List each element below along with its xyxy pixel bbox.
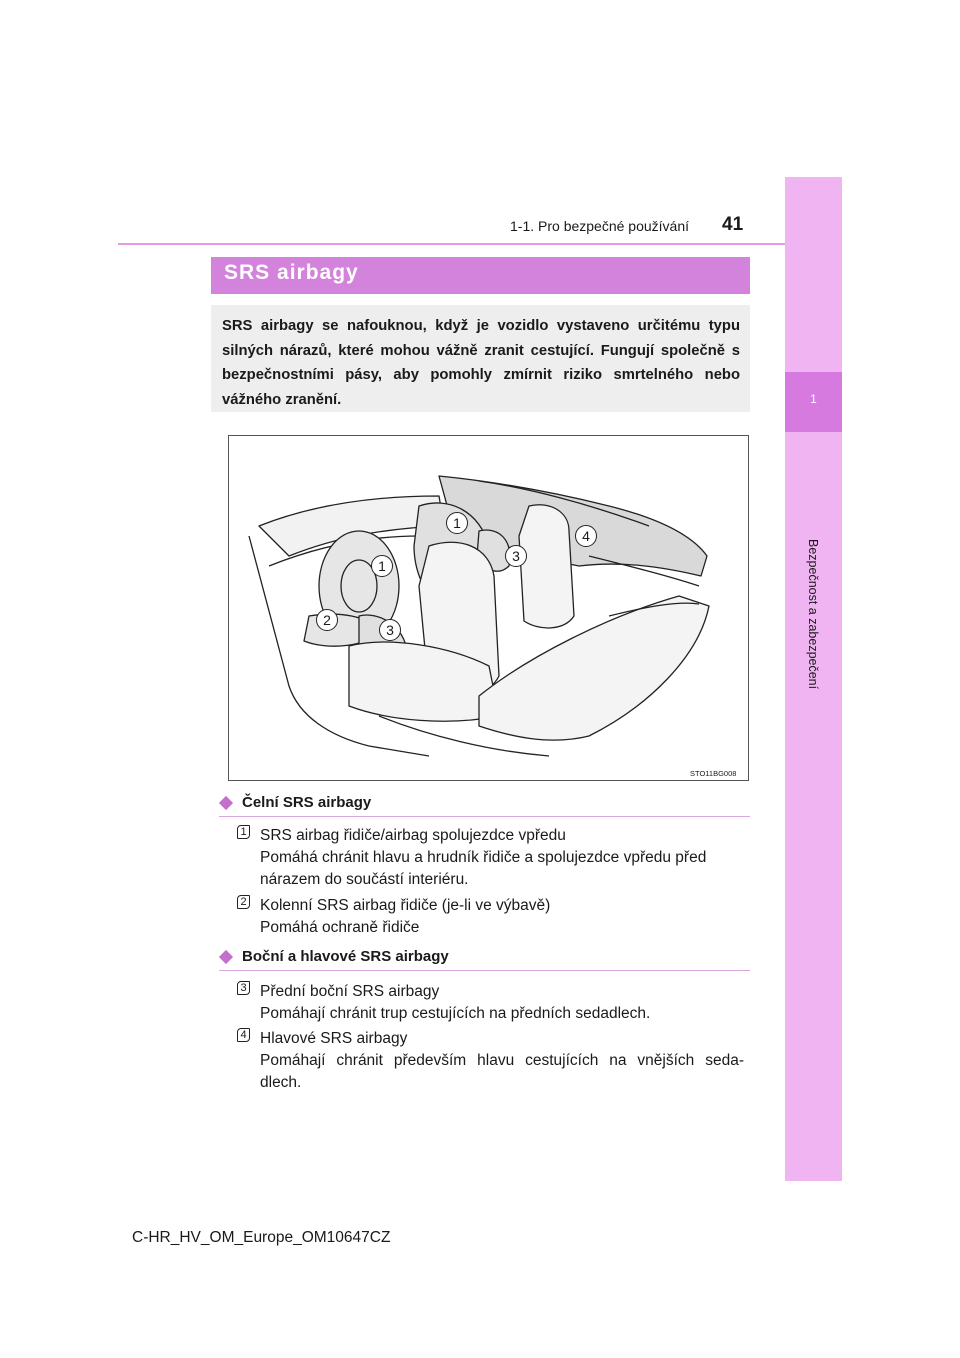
item-title: SRS airbag řidiče/airbag spolujezdce vpředu [260, 827, 566, 844]
section-heading-side: Boční a hlavové SRS airbagy [242, 948, 449, 965]
figure-callout-1-passenger: 1 [446, 512, 468, 534]
diamond-bullet-icon [219, 950, 233, 964]
footer-document-code: C-HR_HV_OM_Europe_OM10647CZ [132, 1229, 391, 1246]
chapter-number: 1 [810, 392, 817, 406]
section-rule [219, 970, 750, 971]
header-section-title: 1-1. Pro bezpečné používání [510, 218, 690, 234]
figure-callout-1-driver: 1 [371, 555, 393, 577]
airbag-illustration [228, 435, 749, 781]
section-heading-front: Čelní SRS airbagy [242, 794, 372, 811]
diamond-bullet-icon [219, 796, 233, 810]
intro-text: SRS airbagy se nafouknou, když je vozidlo vystaveno určitému typu silných nárazů, které mohou vážně zranit cestující. Fungují společně s bezpečnostními pásy, aby pomohly zmírnit riziko smrtelného nebo vážného zranění. [222, 318, 740, 408]
item-text: Pomáhá ochraně řidiče [260, 919, 420, 936]
item-text: nárazem do součástí interiéru. [260, 871, 469, 888]
item-marker: 3 [237, 981, 250, 995]
item-title: Hlavové SRS airbagy [260, 1030, 408, 1047]
item-marker: 1 [237, 825, 250, 839]
page-number: 41 [722, 214, 744, 235]
item-title: Přední boční SRS airbagy [260, 983, 440, 1000]
item-text: Pomáhají chránit především hlavu cestujících na vnějších seda- [260, 1052, 744, 1069]
section-rule [219, 816, 750, 817]
item-marker: 4 [237, 1028, 250, 1042]
chapter-label: Bezpečnost a zabezpečení [806, 539, 820, 690]
figure-callout-4: 4 [575, 525, 597, 547]
item-title: Kolenní SRS airbag řidiče (je-li ve výbavě) [260, 897, 551, 914]
item-text: Pomáhá chránit hlavu a hrudník řidiče a spolujezdce vpředu před [260, 849, 707, 866]
header-rule [118, 243, 841, 245]
item-text: Pomáhají chránit trup cestujících na předních sedadlech. [260, 1005, 651, 1022]
figure-callout-3-passenger: 3 [505, 545, 527, 567]
figure-callout-3-driver: 3 [379, 619, 401, 641]
item-text: dlech. [260, 1074, 302, 1091]
page-title: SRS airbagy [224, 261, 359, 284]
figure-code: STO11BG008 [690, 769, 737, 778]
item-marker: 2 [237, 895, 250, 909]
car-interior-drawing [229, 436, 748, 780]
figure-callout-2: 2 [316, 609, 338, 631]
